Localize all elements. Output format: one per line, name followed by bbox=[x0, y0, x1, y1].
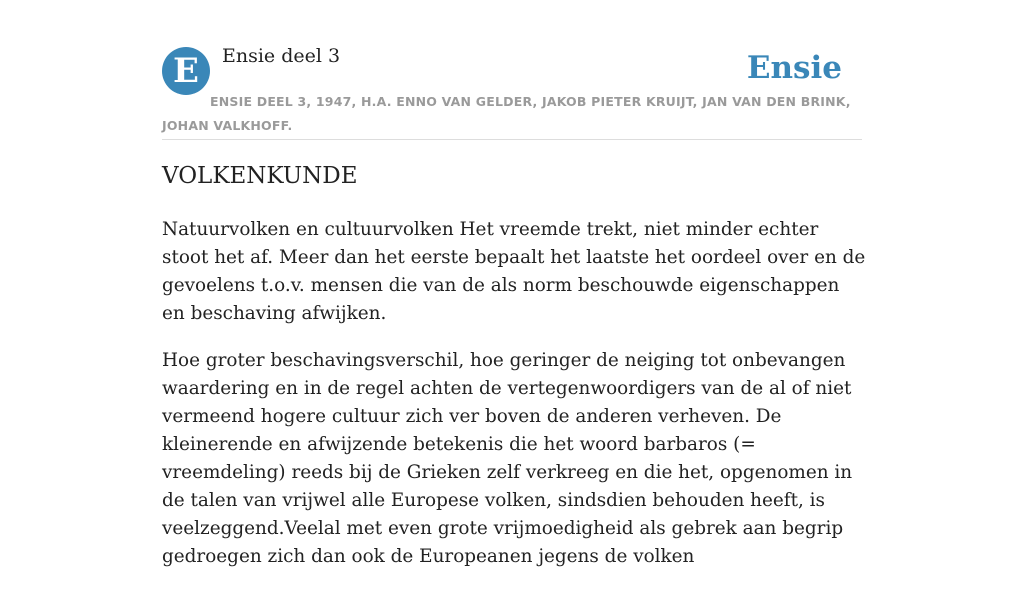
article-paragraph: Natuurvolken en cultuurvolken Het vreemde trekt, niet minder echter stoot het af. Meer dan het eerste bepaalt het laatste het oordeel over en de gevoelens t.o.v. mensen die van de als norm beschouwde eigenschappen en beschaving afwijken. bbox=[162, 219, 866, 324]
header-divider bbox=[162, 139, 862, 140]
article-body bbox=[162, 216, 866, 590]
brand-logo-text[interactable]: Ensie bbox=[746, 50, 842, 86]
source-meta: ENSIE DEEL 3, 1947, H.A. ENNO VAN GELDER, JAKOB PIETER KRUIJT, JAN VAN DEN BRINK, JOHAN VALKHOFF. bbox=[162, 94, 851, 133]
ensie-logo-badge[interactable]: E bbox=[162, 47, 210, 95]
article-heading: VOLKENKUNDE bbox=[162, 163, 358, 189]
document-title[interactable]: Ensie deel 3 bbox=[222, 45, 341, 67]
article-paragraph: Hoe groter beschavingsverschil, hoe geringer de neiging tot onbevangen waardering en in de regel achten de vertegenwoordigers van de al of niet vermeend hogere cultuur zich ver boven de anderen verheven. De kleinerende en afwijzende betekenis die het woord barbaros (= vreemdeling) reeds bij de Grieken zelf verkreeg en die het, opgenomen in de talen van vrijwel alle Europese volken, sindsdien behouden heeft, is veelzeggend.Veelal met even grote vrijmoedigheid als gebrek aan begrip gedroegen zich dan ook de Europeanen jegens de volken bbox=[162, 350, 853, 567]
